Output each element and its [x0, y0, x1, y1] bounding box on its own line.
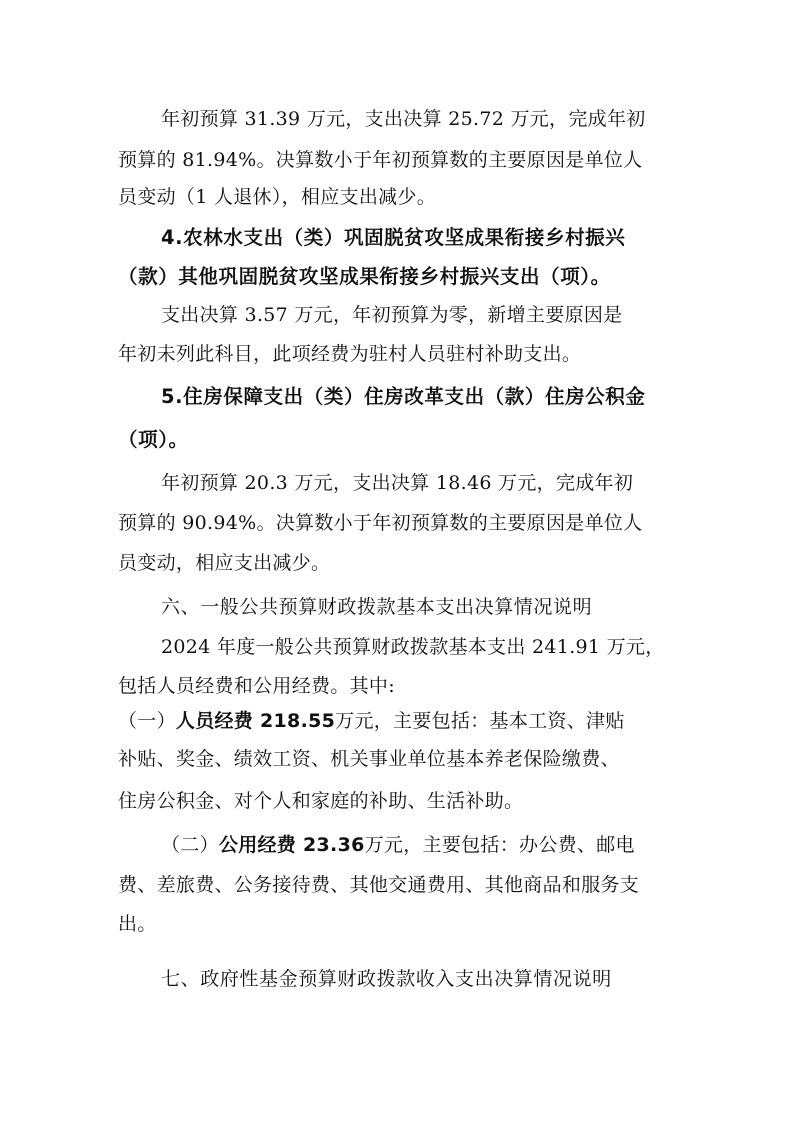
para-text: 出。: [118, 913, 157, 935]
personnel-expense-line: [118, 709, 625, 733]
section-title: 七、政府性基金预算财政拨款收入支出决算情况说明: [161, 968, 612, 990]
section-heading: 5.住房保障支出（类）住房改革支出（款）住房公积金: [161, 385, 646, 408]
para-text: 万元，主要包括：办公费、邮电: [364, 834, 635, 856]
para-text: 包括人员经费和公用经费。其中:: [118, 675, 395, 697]
para-text: 年初预算 20.3 万元，支出决算 18.46 万元，完成年初: [161, 472, 634, 494]
para-text: 预算的 81.94%。决算数小于年初预算数的主要原因是单位人: [118, 149, 643, 171]
para-text: 万元，主要包括：基本工资、津贴: [335, 710, 625, 732]
list-prefix: （二）: [161, 834, 219, 856]
para-text: 住房公积金、对个人和家庭的补助、生活补助。: [118, 790, 524, 812]
para-text: 预算的 90.94%。决算数小于年初预算数的主要原因是单位人: [118, 512, 643, 534]
section-title: 六、一般公共预算财政拨款基本支出决算情况说明: [161, 596, 593, 618]
section-heading: 4.农林水支出（类）巩固脱贫攻坚成果衔接乡村振兴: [161, 226, 626, 249]
para-text: 费、差旅费、公务接待费、其他交通费用、其他商品和服务支: [118, 874, 640, 896]
section-heading: （项）。: [118, 428, 189, 451]
personnel-expense-label: 人员经费 218.55: [175, 710, 336, 732]
public-expense-line: [161, 833, 635, 857]
para-text: 2024 年度一般公共预算财政拨款基本支出 241.91 万元，: [161, 636, 665, 658]
para-text: 支出决算 3.57 万元，年初预算为零，新增主要原因是: [161, 304, 623, 326]
para-text: 员变动，相应支出减少。: [118, 552, 331, 574]
para-text: 年初预算 31.39 万元，支出决算 25.72 万元，完成年初: [161, 108, 646, 130]
para-text: 补贴、奖金、绩效工资、机关事业单位基本养老保险缴费、: [118, 748, 620, 770]
para-text: 员变动（1 人退休），相应支出减少。: [118, 186, 437, 208]
public-expense-label: 公用经费 23.36: [218, 834, 365, 856]
list-prefix: （一）: [118, 710, 176, 732]
para-text: 年初未列此科目，此项经费为驻村人员驻村补助支出。: [118, 343, 582, 365]
section-heading: （款）其他巩固脱贫攻坚成果衔接乡村振兴支出（项）。: [118, 265, 611, 288]
